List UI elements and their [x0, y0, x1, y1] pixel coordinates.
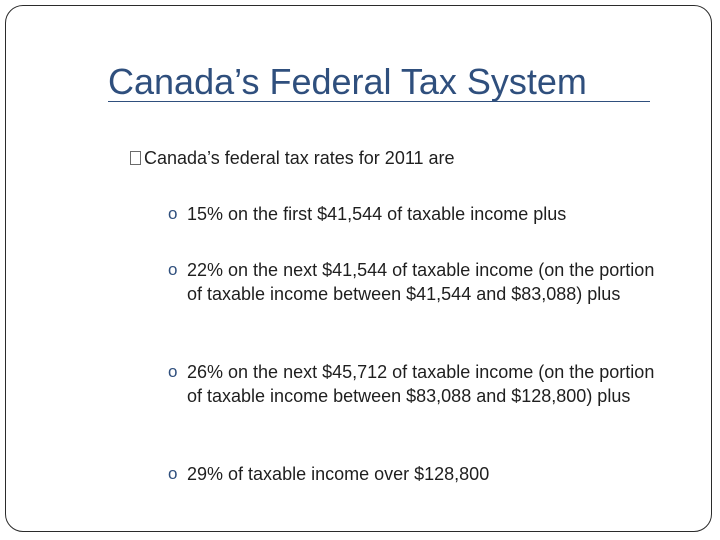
title-underline — [108, 101, 650, 102]
main-bullet — [130, 146, 455, 170]
sub-bullet-4 — [168, 462, 668, 486]
circle-bullet-icon: o — [168, 464, 178, 483]
circle-bullet-icon: o — [168, 204, 178, 223]
slide-title: Canada’s Federal Tax System — [108, 61, 587, 102]
sub-bullet-text: 26% on the next $45,712 of taxable income (on the portion of taxable income between $83,088 and $128,800) plus — [187, 362, 655, 406]
sub-bullet-text: 15% on the first $41,544 of taxable income plus — [187, 204, 567, 224]
sub-bullet-1 — [168, 202, 668, 226]
sub-bullet-2 — [168, 258, 668, 306]
square-bullet-icon — [130, 151, 141, 165]
circle-bullet-icon: o — [168, 260, 178, 279]
main-bullet-text: Canada’s federal tax rates for 2011 are — [144, 148, 455, 168]
sub-bullet-3 — [168, 360, 668, 408]
circle-bullet-icon: o — [168, 362, 178, 381]
sub-bullet-text: 29% of taxable income over $128,800 — [187, 464, 490, 484]
sub-bullet-text: 22% on the next $41,544 of taxable income (on the portion of taxable income between $41,544 and $83,088) plus — [187, 260, 655, 304]
